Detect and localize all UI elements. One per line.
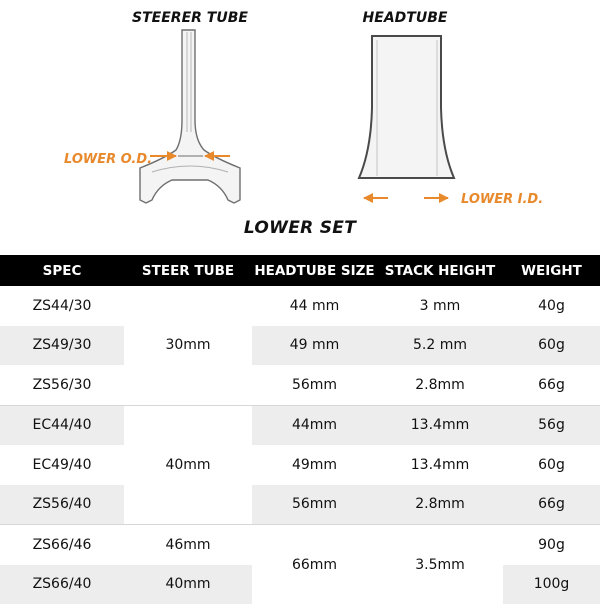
table-row — [0, 326, 600, 366]
table-row — [0, 365, 600, 405]
weight-cell: 100g — [503, 565, 600, 604]
lower-od-label: LOWER O.D. — [64, 152, 152, 167]
headtube-cell: 66mm — [252, 525, 377, 604]
stack-cell: 2.8mm — [377, 365, 503, 405]
headtube-illustration — [359, 36, 454, 178]
headtube-cell: 44 mm — [252, 286, 377, 326]
weight-cell: 60g — [503, 445, 600, 485]
headtube-cell: 56mm — [252, 365, 377, 405]
header-headtube-size: HEADTUBE SIZE — [252, 255, 377, 286]
header-stack-height: STACK HEIGHT — [377, 255, 503, 286]
stack-cell: 13.4mm — [377, 445, 503, 485]
table-row — [0, 485, 600, 525]
stack-cell: 13.4mm — [377, 405, 503, 445]
table-row — [0, 286, 600, 326]
section-title: LOWER SET — [0, 218, 600, 238]
spec-cell: ZS49/30 — [0, 326, 124, 366]
spec-cell: ZS56/30 — [0, 365, 124, 405]
headtube-cell: 56mm — [252, 485, 377, 525]
spec-cell: ZS44/30 — [0, 286, 124, 326]
spec-table — [0, 255, 600, 604]
weight-cell: 56g — [503, 405, 600, 445]
header-spec: SPEC — [0, 255, 124, 286]
weight-cell: 66g — [503, 485, 600, 525]
table-row — [0, 445, 600, 485]
header-steer-tube: STEER TUBE — [124, 255, 252, 286]
spec-cell: ZS66/46 — [0, 525, 124, 565]
headtube-label: HEADTUBE — [363, 10, 448, 26]
stack-cell: 5.2 mm — [377, 326, 503, 366]
spec-cell: ZS56/40 — [0, 485, 124, 525]
stack-cell: 2.8mm — [377, 485, 503, 525]
weight-cell: 66g — [503, 365, 600, 405]
steerer-tube-label: STEERER TUBE — [132, 10, 248, 26]
weight-cell: 90g — [503, 525, 600, 565]
table-row — [0, 405, 600, 445]
spec-cell: ZS66/40 — [0, 565, 124, 604]
steerer-tube-illustration — [140, 30, 240, 203]
headtube-cell: 49mm — [252, 445, 377, 485]
steer-tube-cell: 40mm — [124, 565, 252, 604]
weight-cell: 40g — [503, 286, 600, 326]
spec-cell: EC44/40 — [0, 405, 124, 445]
stack-cell: 3.5mm — [377, 525, 503, 604]
weight-cell: 60g — [503, 326, 600, 366]
steer-tube-cell: 40mm — [124, 405, 252, 525]
headtube-cell: 44mm — [252, 405, 377, 445]
lower-id-label: LOWER I.D. — [461, 192, 543, 207]
steer-tube-cell: 30mm — [124, 286, 252, 405]
spec-cell: EC49/40 — [0, 445, 124, 485]
steer-tube-cell: 46mm — [124, 525, 252, 565]
header-weight: WEIGHT — [503, 255, 600, 286]
diagram-area — [0, 0, 600, 255]
stack-cell: 3 mm — [377, 286, 503, 326]
headtube-cell: 49 mm — [252, 326, 377, 366]
table-header-row — [0, 255, 600, 286]
table-row — [0, 525, 600, 565]
